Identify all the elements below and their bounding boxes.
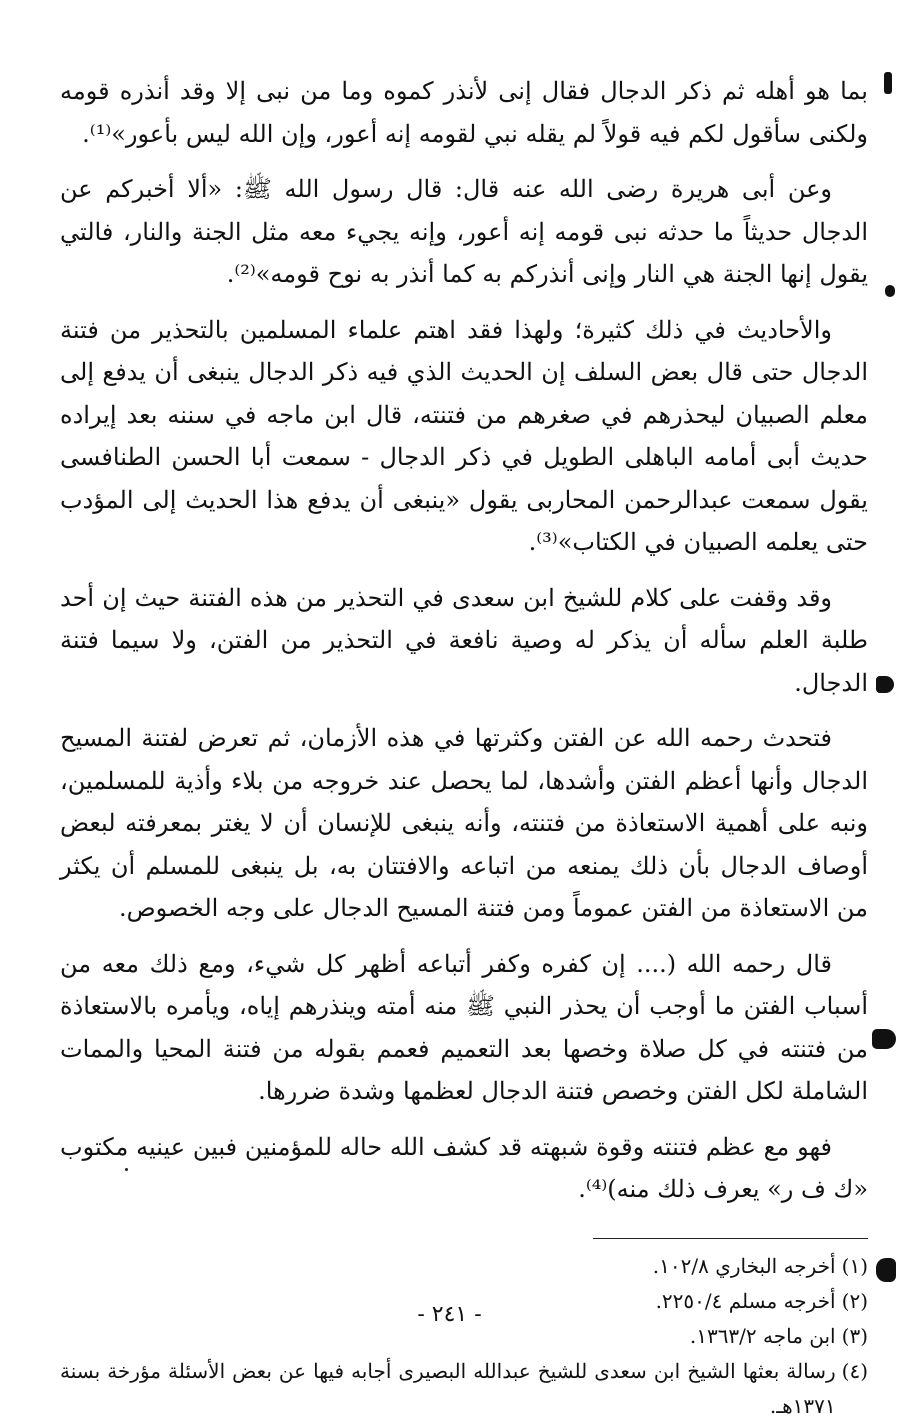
paragraph: والأحاديث في ذلك كثيرة؛ ولهذا فقد اهتم علماء المسلمين بالتحذير من فتنة الدجال حتى قال بعض السلف إن الحديث الذي فيه ذكر الدجال ينبغى أن يدفع إلى معلم الصبيان ليحذرهم في صغرهم من فتنته، قال ابن ماجه في سننه بعد إيراده حديث أبى أمامه الباهلى الطويل في ذكر الدجال - سمعت أبا الحسن الطنافسى يقول سمعت عبدالرحمن المحاربى يقول «ينبغى أن يدفع هذا الحديث إلى المؤدب حتى يعلمه الصبيان في الكتاب»⁽³⁾. bbox=[60, 315, 868, 556]
footnote-number: (٢) bbox=[841, 1288, 868, 1313]
paragraph: فهو مع عظم فتنته وقوة شبهته قد كشف الله حاله للمؤمنين فبين عينيه مكتوب «ك ف ر» يعرف ذلك منه)⁽⁴⁾. bbox=[60, 1132, 868, 1203]
footnote bbox=[60, 1354, 868, 1424]
paragraph: وعن أبى هريرة رضى الله عنه قال: قال رسول الله ﷺ: «ألا أخبركم عن الدجال حديثاً ما حدثه نبى قومه إنه أعور، وإنه يجيء معه مثل الجنة والنار، فالتي يقول إنها الجنة هي النار وإنى أنذركم به كما أنذر به نوح قومه»⁽²⁾. bbox=[60, 175, 868, 288]
paragraph: بما هو أهله ثم ذكر الدجال فقال إنى لأنذر كموه وما من نبى إلا وقد أنذره قومه ولكنى سأقول لكم فيه قولاً لم يقله نبي لقومه إنه أعور، وإن الله ليس بأعور»⁽¹⁾. bbox=[60, 77, 868, 148]
footnote-text: ابن ماجه ١٣٦٣/٢. bbox=[689, 1323, 836, 1348]
scan-blot bbox=[885, 285, 895, 297]
footnote-text: أخرجه مسلم ٢٢٥٠/٤. bbox=[655, 1288, 836, 1313]
scan-blot bbox=[872, 1029, 896, 1049]
scan-blot bbox=[876, 676, 894, 693]
footnote-number: (٤) bbox=[841, 1358, 868, 1383]
scan-blot bbox=[876, 1258, 896, 1282]
page-number: - ٢٤١ - bbox=[417, 1302, 482, 1327]
footnote-text: رسالة بعثها الشيخ ابن سعدى للشيخ عبدالله البصيرى أجابه فيها عن بعض الأسئلة مؤرخة بسنة ١٣٧١هـ. bbox=[60, 1358, 836, 1418]
paragraph: فتحدث رحمه الله عن الفتن وكثرتها في هذه الأزمان، ثم تعرض لفتنة المسيح الدجال وأنها أعظم الفتن وأشدها، لما يحصل عند خروجه من بلاء وأذية للمسلمين، ونبه على أهمية الاستعاذة من فتنته، وأنه ينبغى للإنسان أن لا يغتر بمعرفته لبعض أوصاف الدجال بأن ذلك يمنعه من اتباعه والافتتان به، بل ينبغى للمسلم أن يكثر من الاستعاذة من الفتن عموماً ومن فتنة المسيح الدجال على وجه الخصوص. bbox=[60, 724, 869, 922]
footnote-divider bbox=[593, 1238, 868, 1239]
footnote-text: أخرجه البخاري ١٠٢/٨. bbox=[652, 1253, 836, 1278]
footnotes bbox=[60, 1249, 868, 1424]
footnote-divider-wrap bbox=[60, 1224, 868, 1249]
footnote-number: (١) bbox=[841, 1253, 868, 1278]
scan-blot bbox=[884, 72, 892, 94]
page-body bbox=[60, 70, 868, 1424]
paragraph: قال رحمه الله (.... إن كفره وكفر أتباعه أظهر كل شيء، ومع ذلك معه من أسباب الفتن ما أوجب أن يحذر النبي ﷺ منه أمته وينذرهم إياه، ويأمره بالاستعاذة من فتنته في كل صلاة وخصها بعد التعميم فعمم بقوله من فتنة المحيا والممات الشاملة لكل الفتن وخصص فتنة الدجال لعظمها وشدة ضررها. bbox=[60, 949, 869, 1105]
footnote bbox=[60, 1249, 868, 1284]
footnote-number: (٣) bbox=[841, 1323, 868, 1348]
paragraph: وقد وقفت على كلام للشيخ ابن سعدى في التحذير من هذه الفتنة حيث إن أحد طلبة العلم سأله أن يذكر له وصية نافعة في التحذير من الفتن، ولا سيما فتنة الدجال. bbox=[60, 583, 868, 697]
